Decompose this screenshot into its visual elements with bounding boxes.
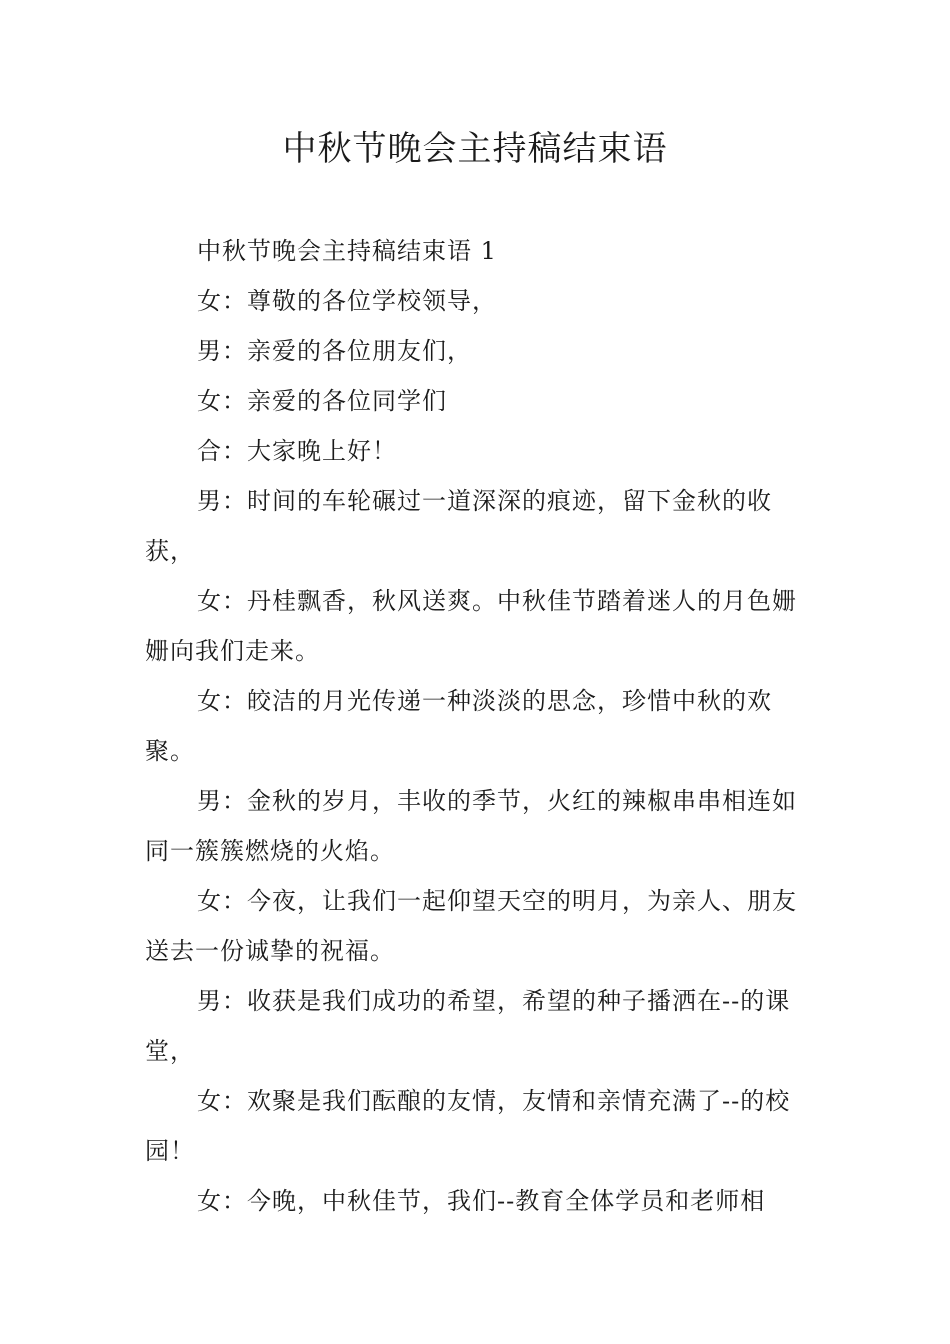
paragraph: 合：大家晚上好！ — [197, 437, 397, 465]
paragraph: 中秋节晚会主持稿结束语 1 — [197, 237, 497, 265]
paragraph: 男：时间的车轮碾过一道深深的痕迹，留下金秋的收获， — [145, 487, 772, 565]
paragraph: 女：皎洁的月光传递一种淡淡的思念，珍惜中秋的欢聚。 — [145, 687, 772, 765]
paragraph: 女：亲爱的各位同学们 — [197, 387, 447, 415]
paragraph: 女：今夜，让我们一起仰望天空的明月，为亲人、朋友送去一份诚挚的祝福。 — [145, 887, 797, 965]
paragraph: 女：欢聚是我们酝酿的友情，友情和亲情充满了--的校园！ — [145, 1087, 791, 1165]
paragraph: 男：亲爱的各位朋友们， — [197, 337, 472, 365]
document-body — [145, 226, 809, 1226]
document-title: 中秋节晚会主持稿结束语 — [282, 129, 668, 169]
paragraph: 男：金秋的岁月，丰收的季节，火红的辣椒串串相连如同一簇簇燃烧的火焰。 — [145, 787, 797, 865]
paragraph: 女：今晚，中秋佳节，我们--教育全体学员和老师相 — [197, 1187, 766, 1215]
paragraph: 女：尊敬的各位学校领导， — [197, 287, 497, 315]
paragraph: 女：丹桂飘香，秋风送爽。中秋佳节踏着迷人的月色姗姗向我们走来。 — [145, 587, 797, 665]
paragraph: 男：收获是我们成功的希望，希望的种子播洒在--的课堂， — [145, 987, 791, 1065]
